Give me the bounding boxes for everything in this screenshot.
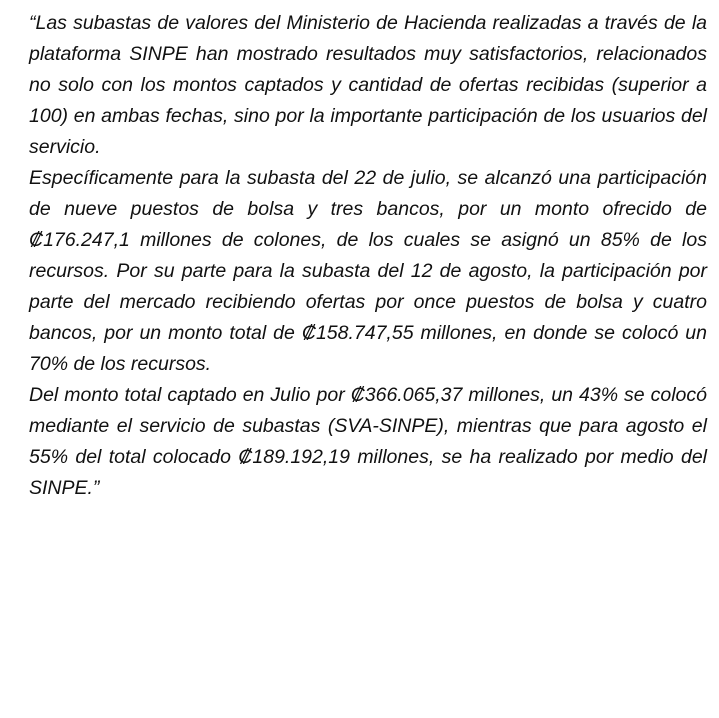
paragraph-auction-details: Específicamente para la subasta del 22 de julio, se alcanzó una participación de nueve puestos de bolsa y tres bancos, por un monto ofrecido de ₡176.247,1 millones de colones, de los cuales se asignó un 85% de los recursos. Por su parte para la subasta del 12 de agosto, la participación por parte del mercado recibiendo ofertas por once puestos de bolsa y cuatro bancos, por un monto total de ₡158.747,55 millones, en donde se colocó un 70% de los recursos. [29, 167, 707, 375]
paragraph-totals: Del monto total captado en Julio por ₡366.065,37 millones, un 43% se colocó mediante el servicio de subastas (SVA-SINPE), mientras que para agosto el 55% del total colocado ₡189.192,19 millones, se ha realizado por medio del SINPE.” [29, 384, 707, 499]
quoted-statement [29, 8, 707, 504]
paragraph-auction-results: “Las subastas de valores del Ministerio de Hacienda realizadas a través de la plataforma SINPE han mostrado resultados muy satisfactorios, relacionados no solo con los montos captados y cantidad de ofertas recibidas (superior a 100) en ambas fechas, sino por la importante participación de los usuarios del servicio. [29, 12, 707, 158]
